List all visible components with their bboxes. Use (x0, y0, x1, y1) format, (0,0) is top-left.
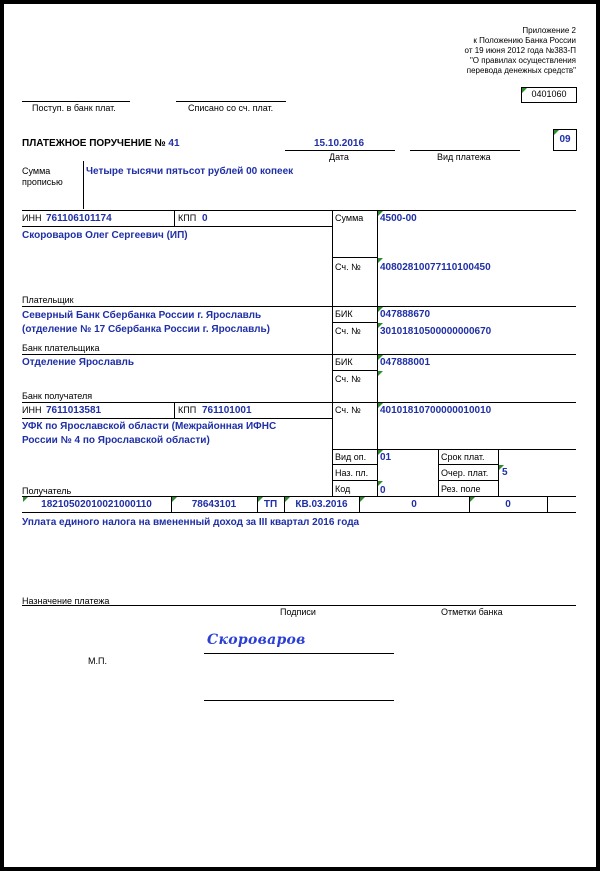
purpose-bottom-line (22, 605, 576, 606)
payer-inn: 761106101174 (46, 213, 112, 224)
signatures-label: Подписи (280, 607, 316, 617)
field-marker (378, 371, 383, 376)
op-right-divider (498, 449, 499, 496)
order-date: 15.10.2016 (314, 138, 365, 149)
payee-inn-row-line (22, 418, 332, 419)
payer-inn-label: ИНН (22, 213, 42, 223)
payer-bank-bottom-line (22, 354, 576, 355)
page-title (22, 138, 180, 149)
bik-row-line (332, 322, 377, 323)
code-label: Код (335, 484, 351, 494)
op-row-line-1 (332, 464, 377, 465)
code-value: 0 (380, 485, 386, 496)
signature-line-1 (204, 653, 394, 654)
payer-name: Скороваров Олег Сергеевич (ИП) (22, 230, 188, 241)
header-note-line1: Приложение 2 (522, 26, 576, 35)
sum-words-label-1: Сумма (22, 166, 51, 176)
tax-oktmo: 78643101 (191, 499, 237, 510)
tax-divider-6 (547, 496, 548, 512)
payee-inn-kpp-divider (174, 402, 175, 418)
reserve-field-label: Рез. поле (441, 484, 481, 494)
due-date-label: Срок плат. (441, 452, 485, 462)
payment-purpose: Уплата единого налога на вмененный доход за III квартал 2016 года (22, 517, 360, 528)
received-label: Поступ. в банк плат. (32, 103, 116, 113)
payee-name-line2: России № 4 по Ярославской области) (22, 435, 210, 446)
payer-account-label: Сч. № (335, 262, 361, 272)
signature-image: Скороваров (207, 632, 306, 648)
stamp-place-label: М.П. (88, 656, 107, 666)
sum-label: Сумма (335, 213, 364, 223)
payer-bik: 047888670 (380, 309, 431, 320)
tax-row-bottom-line (22, 512, 576, 513)
priority-value: 5 (502, 467, 508, 478)
payer-kpp: 0 (202, 213, 208, 224)
tax-doc-number: 0 (411, 499, 417, 510)
sum-words-label-2: прописью (22, 177, 63, 187)
bank-marks-label: Отметки банка (441, 607, 503, 617)
payer-corr-label: Сч. № (335, 326, 361, 336)
page-title-text: ПЛАТЕЖНОЕ ПОРУЧЕНИЕ № (22, 138, 166, 149)
status-code: 09 (559, 134, 571, 145)
form-code: 0401060 (531, 89, 567, 99)
payer-corr-account: 30101810500000000670 (380, 326, 492, 337)
order-number: 41 (168, 138, 180, 149)
op-top-line (332, 449, 576, 450)
payer-bottom-line (22, 306, 576, 307)
header-note-line3: от 19 июня 2012 года №383-П (464, 46, 576, 55)
payee-account: 40101810700000010010 (380, 405, 492, 416)
priority-label: Очер. плат. (441, 468, 489, 478)
payment-order-sheet (4, 4, 596, 867)
payer-kpp-label: КПП (178, 213, 197, 223)
header-note-line5: перевода денежных средств" (466, 66, 576, 75)
payee-name-line1: УФК по Ярославской области (Межрайонная ИФНС (22, 421, 277, 432)
op-type: 01 (380, 452, 392, 463)
purpose-code-label: Наз. пл. (335, 468, 369, 478)
payer-bank-line2: (отделение № 17 Сбербанка России г. Ярославль) (22, 324, 270, 335)
payee-bik: 047888001 (380, 357, 431, 368)
op-row-line-2 (438, 464, 498, 465)
sum-row-line (332, 257, 377, 258)
payer-bank-line1: Северный Банк Сбербанка России г. Ярославль (22, 310, 262, 321)
payee-bank-bottom-line (22, 402, 576, 403)
table-top-border (22, 210, 576, 211)
payment-type-line (410, 150, 520, 151)
sum-words-divider (83, 161, 84, 209)
date-line (285, 150, 395, 151)
payer-account: 40802810077110100450 (380, 262, 491, 273)
header-note-line2: к Положению Банка России (473, 36, 576, 45)
payee-bank-acc-label: Сч. № (335, 374, 361, 384)
tax-doc-date: 0 (505, 499, 511, 510)
debited-label: Списано со сч. плат. (188, 103, 274, 113)
payee-inn-label: ИНН (22, 405, 42, 415)
op-row-line-4 (438, 480, 498, 481)
payee-bik-label: БИК (335, 357, 353, 367)
payee-bank-label: Банк получателя (22, 391, 93, 401)
op-row-line-3 (332, 480, 377, 481)
op-middle-divider (438, 449, 439, 496)
payee-account-label: Сч. № (335, 405, 361, 415)
payment-type-label: Вид платежа (437, 152, 491, 162)
payee-kpp-label: КПП (178, 405, 197, 415)
payee-label: Получатель (22, 486, 72, 496)
op-type-label: Вид оп. (335, 452, 367, 462)
payer-inn-kpp-divider (174, 210, 175, 226)
sum-words: Четыре тысячи пятьсот рублей 00 копеек (86, 166, 294, 177)
tax-kbk: 18210502010021000110 (41, 499, 152, 510)
center-divider (332, 210, 333, 496)
payee-bank-name: Отделение Ярославль (22, 357, 135, 368)
header-note-line4: "О правилах осуществления (469, 56, 576, 65)
signature-line-2 (204, 700, 394, 701)
payer-bik-label: БИК (335, 309, 353, 319)
payee-kpp: 761101001 (202, 405, 252, 416)
payee-inn: 7611013581 (46, 405, 102, 416)
payer-bank-label: Банк плательщика (22, 343, 100, 353)
payee-bik-row-line (332, 370, 377, 371)
debited-line (176, 101, 286, 102)
tax-basis: ТП (263, 499, 278, 510)
date-label: Дата (329, 152, 349, 162)
tax-period: КВ.03.2016 (295, 499, 348, 510)
payer-label: Плательщик (22, 295, 74, 305)
payer-inn-row-line (22, 226, 332, 227)
sum-value: 4500-00 (380, 213, 417, 224)
payee-bottom-line (22, 496, 576, 497)
purpose-label: Назначение платежа (22, 596, 110, 606)
received-line (22, 101, 130, 102)
